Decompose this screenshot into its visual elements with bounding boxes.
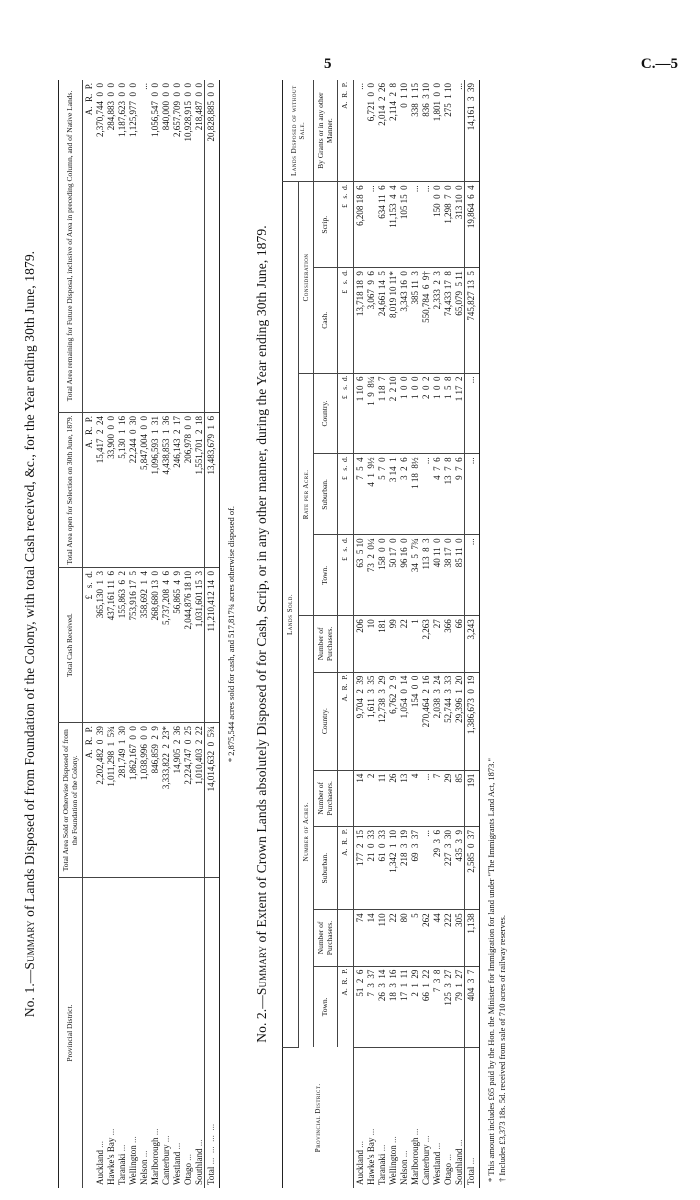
district-name: Auckland	[354, 1150, 365, 1185]
cell-scrip: 11,153 4 4	[387, 182, 398, 268]
cell-rate-sub: 3 14 1	[387, 454, 398, 535]
table2-title-rest: of Extent of Crown Lands absolutely Disposed of for Cash, Scrip, or in any other manner, during the Year ending 30th June, 1879.	[254, 225, 269, 943]
table2-title-summary: Summary	[254, 945, 269, 996]
t1-unit-open: A. R. P.	[83, 412, 95, 567]
cell-rate-country: 1 0 0	[398, 373, 409, 454]
district-name: Auckland	[95, 1150, 105, 1185]
cell-country-p: 66	[453, 616, 465, 672]
district-name: Southland	[194, 1148, 204, 1185]
cell-remaining: ...	[138, 80, 149, 412]
t1-total-remaining: 20,828,885 0 0	[205, 80, 220, 412]
t1-total-label: Total	[206, 1166, 216, 1185]
table1	[58, 80, 220, 1188]
t2-total-row: Total ... 404 3 7 1,138 2,585 0 37 191 1,386,673 0 19 3,243 ... ... ... 745,827 13 5 19,864 6 4 14,161 3 39	[464, 80, 479, 1188]
cell-grants: 1,801 0 0	[431, 80, 442, 182]
table1-footnote: * 2,875,544 acres sold for cash, and 517,817¾ acres otherwise disposed of.	[226, 505, 236, 763]
t2-header-country: Country.	[314, 672, 338, 770]
t2-total-town: 404 3 7	[464, 966, 479, 1047]
district-name: Wellington	[128, 1145, 138, 1185]
t2-total-country: 1,386,673 0 19	[464, 672, 479, 770]
cell-open: 1,551,701 2 18	[193, 412, 205, 567]
cell-rate-country: 1 0 0	[431, 373, 442, 454]
t2-header-rate-per-acre: Rate per Acre.	[298, 373, 314, 616]
t1-header-cash: Total Cash Received.	[59, 568, 83, 723]
t1-header-open: Total Area open for Selection on 30th June, 1879.	[59, 412, 83, 567]
cell-sold: 1,862,167 0 0	[127, 723, 138, 878]
cell-grants: 2,014 2 26	[376, 80, 387, 182]
cell-open: 5,130 1 16	[116, 412, 127, 567]
cell-remaining: 284,883 0 0	[105, 80, 116, 412]
cell-cash: 2,333 2 3	[431, 268, 442, 373]
cell-open: 5,847,004 0 0	[138, 412, 149, 567]
table-row: Wellington ... 1,862,167 0 0 753,916 17 5 22,244 0 30 1,125,977 0 0	[127, 80, 138, 1188]
cell-country: 1,054 0 14	[398, 672, 409, 770]
t2-header-suburban: Suburban.	[314, 826, 338, 909]
t2-header-cash: Cash.	[314, 268, 338, 373]
cell-remaining: 218,487 0 0	[193, 80, 205, 412]
t2-header-lands-sold: Lands Sold.	[283, 182, 299, 1047]
cell-sub-p: 26	[387, 770, 398, 826]
cell-rate-sub: 4 1 9½	[365, 454, 376, 535]
cell-sold: 14,905 2 36	[171, 723, 182, 878]
t2-total-label: Total	[465, 1166, 476, 1185]
district-name: Taranaki	[376, 1153, 387, 1185]
t2-header-rate-suburban: Suburban.	[314, 454, 338, 535]
t2-header-disposed: Lands Disposed of without Sale.	[283, 80, 314, 182]
cell-rate-country: 1 17 2	[453, 373, 465, 454]
cell-rate-town: 85 11 0	[453, 535, 465, 616]
cell-cash: 1,031,601 15 3	[193, 568, 205, 723]
t2-total-cash: 745,827 13 5	[464, 268, 479, 373]
cell-rate-country: 1 5 8	[442, 373, 453, 454]
rotated-content	[22, 80, 672, 1188]
district-name: Hawke's Bay	[106, 1137, 116, 1185]
t1-unit-sold: A. R. P.	[83, 723, 95, 878]
cell-grants: 338 1 15	[409, 80, 420, 182]
cell-town-p: 262	[420, 910, 431, 966]
page-number: 5	[324, 56, 332, 72]
table1-header-row	[59, 80, 83, 1188]
cell-sold: 2,224,747 0 25	[182, 723, 193, 878]
cell-remaining: 2,370,744 0 0	[94, 80, 105, 412]
t2-total-country-p: 3,243	[464, 616, 479, 672]
cell-open: 206,978 0 0	[182, 412, 193, 567]
cell-country-p: 2,263	[420, 616, 431, 672]
t1-unit-cash: £ s. d.	[83, 568, 95, 723]
t2-total-rate-country: ...	[464, 373, 479, 454]
cell-town: 125 3 27	[442, 966, 453, 1047]
t2-header-town-purchasers: Number of Purchasers.	[314, 910, 338, 966]
cell-cash: 3,067 9 6	[365, 268, 376, 373]
cell-sub-p: 2	[365, 770, 376, 826]
t2-total-town-p: 1,138	[464, 910, 479, 966]
cell-rate-country: 2 2 10	[387, 373, 398, 454]
cell-grants: 0 1 10	[398, 80, 409, 182]
cell-rate-sub: 9 7 6	[453, 454, 465, 535]
table-row: Canterbury ... 66 1 22 262 ... ... 270,464 2 16 2,263 113 8 3 ... 2 0 2 550,784 6 9† ... 836 3 10	[420, 80, 431, 1188]
cell-sub: 69 3 37	[409, 826, 420, 909]
cell-country: 29,396 1 20	[453, 672, 465, 770]
cell-scrip: 105 15 0	[398, 182, 409, 268]
cell-rate-country: 2 0 2	[420, 373, 431, 454]
t2-header-row-2	[298, 80, 314, 1188]
cell-town-p: 74	[353, 910, 365, 966]
t2-header-row-1	[283, 80, 299, 1188]
cell-open: 15,417 2 24	[94, 412, 105, 567]
t2-header-suburban-purchasers: Number of Purchasers.	[314, 770, 338, 826]
cell-sub-p: 7	[431, 770, 442, 826]
cell-town-p: 5	[409, 910, 420, 966]
cell-rate-town: 50 17 0	[387, 535, 398, 616]
table-row: Southland ... 1,010,403 2 22 1,031,601 15 3 1,551,701 2 18 218,487 0 0	[193, 80, 205, 1188]
t2-header-scrip: Scrip.	[314, 182, 338, 268]
table-row: Marlborough ... 846,859 2 9 268,680 13 0 1,096,593 1 31 1,056,547 0 0	[149, 80, 160, 1188]
table-row: Taranaki ... 26 3 14 110 61 0 33 11 12,738 3 29 181 158 0 0 5 7 0 1 18 7 24,661 14 5 634 11 6 2,014 2 26	[376, 80, 387, 1188]
cell-remaining: 1,125,977 0 0	[127, 80, 138, 412]
table-row: Canterbury ... 3,333,822 2 23* 5,737,208 4 6 4,438,853 1 36 840,000 0 0	[160, 80, 171, 1188]
cell-cash: 550,784 6 9†	[420, 268, 431, 373]
t2-total-scrip: 19,864 6 4	[464, 182, 479, 268]
t2-total-sub: 2,585 0 37	[464, 826, 479, 909]
table2-title	[254, 80, 270, 1188]
cell-cash: 155,863 6 2	[116, 568, 127, 723]
table-row: Southland ... 79 1 27 305 435 3 9 85 29,396 1 20 66 85 11 0 9 7 6 1 17 2 65,079 5 11 313 10 0 ...	[453, 80, 465, 1188]
table-row: Auckland ... 51 2 6 74 177 2 15 14 9,704 2 39 206 63 5 10 7 5 4 1 10 6 13,718 18 9 6,208 18 6 ...	[353, 80, 365, 1188]
cell-sub-p: 29	[442, 770, 453, 826]
t1-total-cash: 11,210,412 14 0	[205, 568, 220, 723]
cell-sub-p: 11	[376, 770, 387, 826]
cell-remaining: 840,000 0 0	[160, 80, 171, 412]
district-name: Westland	[431, 1151, 442, 1185]
table1-title	[22, 80, 38, 1188]
t2-total-sub-p: 191	[464, 770, 479, 826]
cell-town: 7 3 37	[365, 966, 376, 1047]
t2-header-consideration: Consideration	[298, 182, 314, 373]
t2-unit-rate-suburban: £ s. d.	[338, 454, 354, 535]
cell-open: 1,096,593 1 31	[149, 412, 160, 567]
cell-scrip: ...	[409, 182, 420, 268]
cell-sub-p: 13	[398, 770, 409, 826]
cell-cash: 5,737,208 4 6	[160, 568, 171, 723]
cell-open: 4,438,853 1 36	[160, 412, 171, 567]
table-row: Westland ... 14,905 2 36 56,865 4 9 246,143 2 17 2,657,709 0 0	[171, 80, 182, 1188]
cell-rate-sub: 7 5 4	[353, 454, 365, 535]
district-name: Hawke's Bay	[365, 1137, 376, 1185]
cell-town: 66 1 22	[420, 966, 431, 1047]
cell-rate-sub: 1 18 8½	[409, 454, 420, 535]
cell-sold: 1,010,403 2 22	[193, 723, 205, 878]
t2-total-grants: 14,161 3 39	[464, 80, 479, 182]
cell-cash: 2,044,876 18 10	[182, 568, 193, 723]
district-name: Marlborough	[150, 1137, 160, 1185]
table2-title-lead: No. 2.—	[254, 995, 269, 1043]
t2-unit-rate-country: £ s. d.	[338, 373, 354, 454]
district-name: Canterbury	[420, 1144, 431, 1185]
cell-sub-p: 4	[409, 770, 420, 826]
table-row: Westland ... 7 3 8 44 29 3 6 7 2,038 3 24 27 40 11 0 4 7 6 1 0 0 2,333 2 3 150 0 0 1,801 0 0	[431, 80, 442, 1188]
cell-country-p: 99	[387, 616, 398, 672]
district-name: Nelson	[139, 1159, 149, 1185]
cell-remaining: 1,187,623 0 0	[116, 80, 127, 412]
table-row: Taranaki ... 281,749 1 30 155,863 6 2 5,130 1 16 1,187,623 0 0	[116, 80, 127, 1188]
table1-title-rest: of Lands Disposed of from Foundation of the Colony, with total Cash received, &c., for the Year ending 30th June, 1879.	[22, 250, 37, 917]
cell-grants: 275 1 10	[442, 80, 453, 182]
cell-country: 2,038 3 24	[431, 672, 442, 770]
cell-scrip: 1,298 7 0	[442, 182, 453, 268]
cell-town-p: 222	[442, 910, 453, 966]
cell-grants: 6,721 0 0	[365, 80, 376, 182]
cell-grants: ...	[453, 80, 465, 182]
cell-country-p: 206	[353, 616, 365, 672]
cell-rate-town: 40 11 0	[431, 535, 442, 616]
t1-header-remaining: Total Area remaining for Future Disposal, inclusive of Area in preceding Column, and of Native Lands.	[59, 80, 83, 412]
district-name: Otago	[183, 1163, 193, 1185]
t2-note-2: † Includes £3,373 18s. 5d. received from sale of 710 acres of railway reserves.	[496, 915, 507, 1182]
cell-rate-town: 158 0 0	[376, 535, 387, 616]
cell-rate-country: 1 9 8¼	[365, 373, 376, 454]
t1-header-sold: Total Area Sold or Otherwise Disposed of from the Foundation of the Colony.	[59, 723, 83, 878]
cell-rate-sub: 3 2 6	[398, 454, 409, 535]
t2-header-grants: By Grants or in any other Manner.	[314, 80, 338, 182]
district-name: Canterbury	[161, 1144, 171, 1185]
cell-country-p: 366	[442, 616, 453, 672]
table-row: Hawke's Bay ... 7 3 37 14 21 0 33 2 1,611 3 35 10 73 2 0¼ 4 1 9½ 1 9 8¼ 3,067 9 6 ... 6,721 0 0	[365, 80, 376, 1188]
table-row: Nelson ... 17 1 11 80 218 3 19 13 1,054 0 14 22 96 16 0 3 2 6 1 0 0 3,343 16 0 105 15 0 0 1 10	[398, 80, 409, 1188]
t2-unit-town: A. R. P.	[340, 968, 349, 996]
cell-grants: 836 3 10	[420, 80, 431, 182]
cell-country-p: 181	[376, 616, 387, 672]
cell-cash: 56,865 4 9	[171, 568, 182, 723]
cell-rate-sub: ...	[420, 454, 431, 535]
t2-units-row	[338, 80, 354, 1188]
table-row: Marlborough ... 2 1 29 5 69 3 37 4 154 0 0 1 34 5 7¾ 1 18 8½ 1 0 0 385 11 3 ... 338 1 15	[409, 80, 420, 1188]
cell-cash: 437,161 11 6	[105, 568, 116, 723]
district-name: Southland	[453, 1148, 464, 1185]
cell-sub: 435 3 9	[453, 826, 465, 909]
district-name: Wellington	[387, 1145, 398, 1185]
t2-note-1: * This amount includes £65 paid by the Hon. the Minister for Immigration for land under "The Immigrants Land Act, 1873."	[485, 758, 496, 1182]
cell-sub: 177 2 15	[353, 826, 365, 909]
cell-town-p: 14	[365, 910, 376, 966]
cell-rate-sub: 4 7 6	[431, 454, 442, 535]
cell-cash: 24,661 14 5	[376, 268, 387, 373]
cell-grants: 2,114 2 8	[387, 80, 398, 182]
district-name: Westland	[172, 1151, 182, 1185]
cell-town-p: 80	[398, 910, 409, 966]
district-name: Otago	[442, 1163, 453, 1185]
table-row: Otago ... 125 3 27 222 227 3 30 29 52,744 3 33 366 38 17 0 13 7 8 1 5 8 74,433 17 8 1,298 7 0 275 1 10	[442, 80, 453, 1188]
table1-body	[94, 80, 205, 1188]
t2-header-rate-town: Town.	[314, 535, 338, 616]
cell-sub-p: 14	[353, 770, 365, 826]
cell-scrip: 150 0 0	[431, 182, 442, 268]
table1-title-summary: Summary	[22, 920, 37, 970]
table2-body	[353, 80, 464, 1188]
cell-rate-town: 113 8 3	[420, 535, 431, 616]
cell-open: 246,143 2 17	[171, 412, 182, 567]
cell-sold: 1,038,996 0 0	[138, 723, 149, 878]
cell-country: 12,738 3 29	[376, 672, 387, 770]
t2-header-district: Provincial District.	[313, 1083, 322, 1153]
cell-town-p: 305	[453, 910, 465, 966]
cell-sub: 218 3 19	[398, 826, 409, 909]
cell-rate-town: 34 5 7¾	[409, 535, 420, 616]
cell-rate-country: 1 10 6	[353, 373, 365, 454]
table-row: Hawke's Bay ... 1,011,298 1 5¾ 437,161 11 6 33,900 0 0 284,883 0 0	[105, 80, 116, 1188]
t2-unit-grants: A. R. P.	[338, 80, 354, 182]
table2-notes	[486, 80, 508, 1188]
district-name: Marlborough	[409, 1137, 420, 1185]
cell-country-p: 10	[365, 616, 376, 672]
t2-unit-country: A. R. P.	[338, 672, 354, 770]
cell-rate-country: 1 18 7	[376, 373, 387, 454]
t2-unit-rate-town: £ s. d.	[338, 535, 354, 616]
cell-town-p: 110	[376, 910, 387, 966]
t2-header-country-purchasers: Number of Purchasers.	[314, 616, 338, 672]
cell-grants: ...	[353, 80, 365, 182]
cell-cash: 65,079 5 11	[453, 268, 465, 373]
cell-country-p: 22	[398, 616, 409, 672]
cell-cash: 358,692 1 4	[138, 568, 149, 723]
t2-total-rate-town: ...	[464, 535, 479, 616]
cell-country-p: 27	[431, 616, 442, 672]
district-name: Nelson	[398, 1159, 409, 1185]
cell-sub: 1,342 1 10	[387, 826, 398, 909]
cell-sold: 3,333,822 2 23*	[160, 723, 171, 878]
cell-remaining: 1,056,547 0 0	[149, 80, 160, 412]
cell-cash: 385 11 3	[409, 268, 420, 373]
cell-town: 51 2 6	[353, 966, 365, 1047]
t1-total-sold: 14,014,632 0 5¾	[205, 723, 220, 878]
t2-header-rate-country: Country.	[314, 373, 338, 454]
cell-rate-town: 38 17 0	[442, 535, 453, 616]
t2-unit-cash: £ s. d.	[338, 268, 354, 373]
cell-cash: 753,916 17 5	[127, 568, 138, 723]
t1-header-district: Provincial District.	[65, 1004, 75, 1062]
table2	[282, 80, 480, 1188]
t1-units-row	[83, 80, 95, 1188]
cell-country: 6,762 2 9	[387, 672, 398, 770]
cell-sold: 1,011,298 1 5¾	[105, 723, 116, 878]
t2-header-number-of-acres: Number of Acres.	[301, 801, 310, 862]
cell-country: 52,744 3 33	[442, 672, 453, 770]
cell-sold: 2,202,482 0 39	[94, 723, 105, 878]
cell-sub-p: 85	[453, 770, 465, 826]
cell-sub: 21 0 33	[365, 826, 376, 909]
cell-rate-country: 1 0 0	[409, 373, 420, 454]
cell-sub: 61 0 33	[376, 826, 387, 909]
cell-country: 9,704 2 39	[353, 672, 365, 770]
cell-cash: 268,680 13 0	[149, 568, 160, 723]
cell-town: 18 3 16	[387, 966, 398, 1047]
cell-cash: 3,343 16 0	[398, 268, 409, 373]
cell-scrip: 6,208 18 6	[353, 182, 365, 268]
t2-header-town: Town.	[320, 997, 330, 1017]
cell-remaining: 2,657,709 0 0	[171, 80, 182, 412]
table1-title-lead: No. 1.—	[22, 969, 37, 1018]
t1-total-open: 13,483,679 1 6	[205, 412, 220, 567]
cell-town-p: 44	[431, 910, 442, 966]
page-reference: C.—5	[640, 56, 678, 72]
cell-cash: 8,019 10 11*	[387, 268, 398, 373]
district-name: Taranaki	[117, 1153, 127, 1185]
cell-rate-town: 63 5 10	[353, 535, 365, 616]
t2-header-row-3	[314, 80, 338, 1188]
cell-sub: ...	[420, 826, 431, 909]
table-row: Nelson ... 1,038,996 0 0 358,692 1 4 5,847,004 0 0 ...	[138, 80, 149, 1188]
cell-sub-p: ...	[420, 770, 431, 826]
cell-sold: 281,749 1 30	[116, 723, 127, 878]
cell-sub: 29 3 6	[431, 826, 442, 909]
cell-town: 2 1 29	[409, 966, 420, 1047]
cell-cash: 13,718 18 9	[353, 268, 365, 373]
cell-cash: 74,433 17 8	[442, 268, 453, 373]
cell-country-p: 1	[409, 616, 420, 672]
cell-scrip: ...	[420, 182, 431, 268]
cell-rate-sub: 13 7 8	[442, 454, 453, 535]
cell-cash: 365,130 1 3	[94, 568, 105, 723]
table-row: Otago ... 2,224,747 0 25 2,044,876 18 10 206,978 0 0 10,928,915 0 0	[182, 80, 193, 1188]
cell-country: 154 0 0	[409, 672, 420, 770]
t2-unit-suburban: A. R. P.	[338, 826, 354, 909]
cell-country: 1,611 3 35	[365, 672, 376, 770]
cell-open: 33,900 0 0	[105, 412, 116, 567]
table-row: Auckland ... 2,202,482 0 39 365,130 1 3 15,417 2 24 2,370,744 0 0	[94, 80, 105, 1188]
t1-unit-remaining: A. R. P.	[83, 80, 95, 412]
cell-scrip: ...	[365, 182, 376, 268]
t1-total-row: Total ... ... ... ... 14,014,632 0 5¾ 11,210,412 14 0 13,483,679 1 6 20,828,885 0 0	[205, 80, 220, 1188]
cell-sub: 227 3 30	[442, 826, 453, 909]
cell-town: 79 1 27	[453, 966, 465, 1047]
cell-country: 270,464 2 16	[420, 672, 431, 770]
cell-scrip: 634 11 6	[376, 182, 387, 268]
table-row: Wellington ... 18 3 16 22 1,342 1 10 26 6,762 2 9 99 50 17 0 3 14 1 2 2 10 8,019 10 11* 11,153 4 4 2,114 2 8	[387, 80, 398, 1188]
cell-rate-town: 96 16 0	[398, 535, 409, 616]
cell-scrip: 313 10 0	[453, 182, 465, 268]
cell-town-p: 22	[387, 910, 398, 966]
cell-town: 17 1 11	[398, 966, 409, 1047]
t2-unit-scrip: £ s. d.	[338, 182, 354, 268]
cell-open: 22,244 0 30	[127, 412, 138, 567]
cell-sold: 846,859 2 9	[149, 723, 160, 878]
cell-town: 7 3 8	[431, 966, 442, 1047]
t2-total-rate-sub: ...	[464, 454, 479, 535]
cell-rate-sub: 5 7 0	[376, 454, 387, 535]
cell-remaining: 10,928,915 0 0	[182, 80, 193, 412]
cell-rate-town: 73 2 0¼	[365, 535, 376, 616]
cell-town: 26 3 14	[376, 966, 387, 1047]
